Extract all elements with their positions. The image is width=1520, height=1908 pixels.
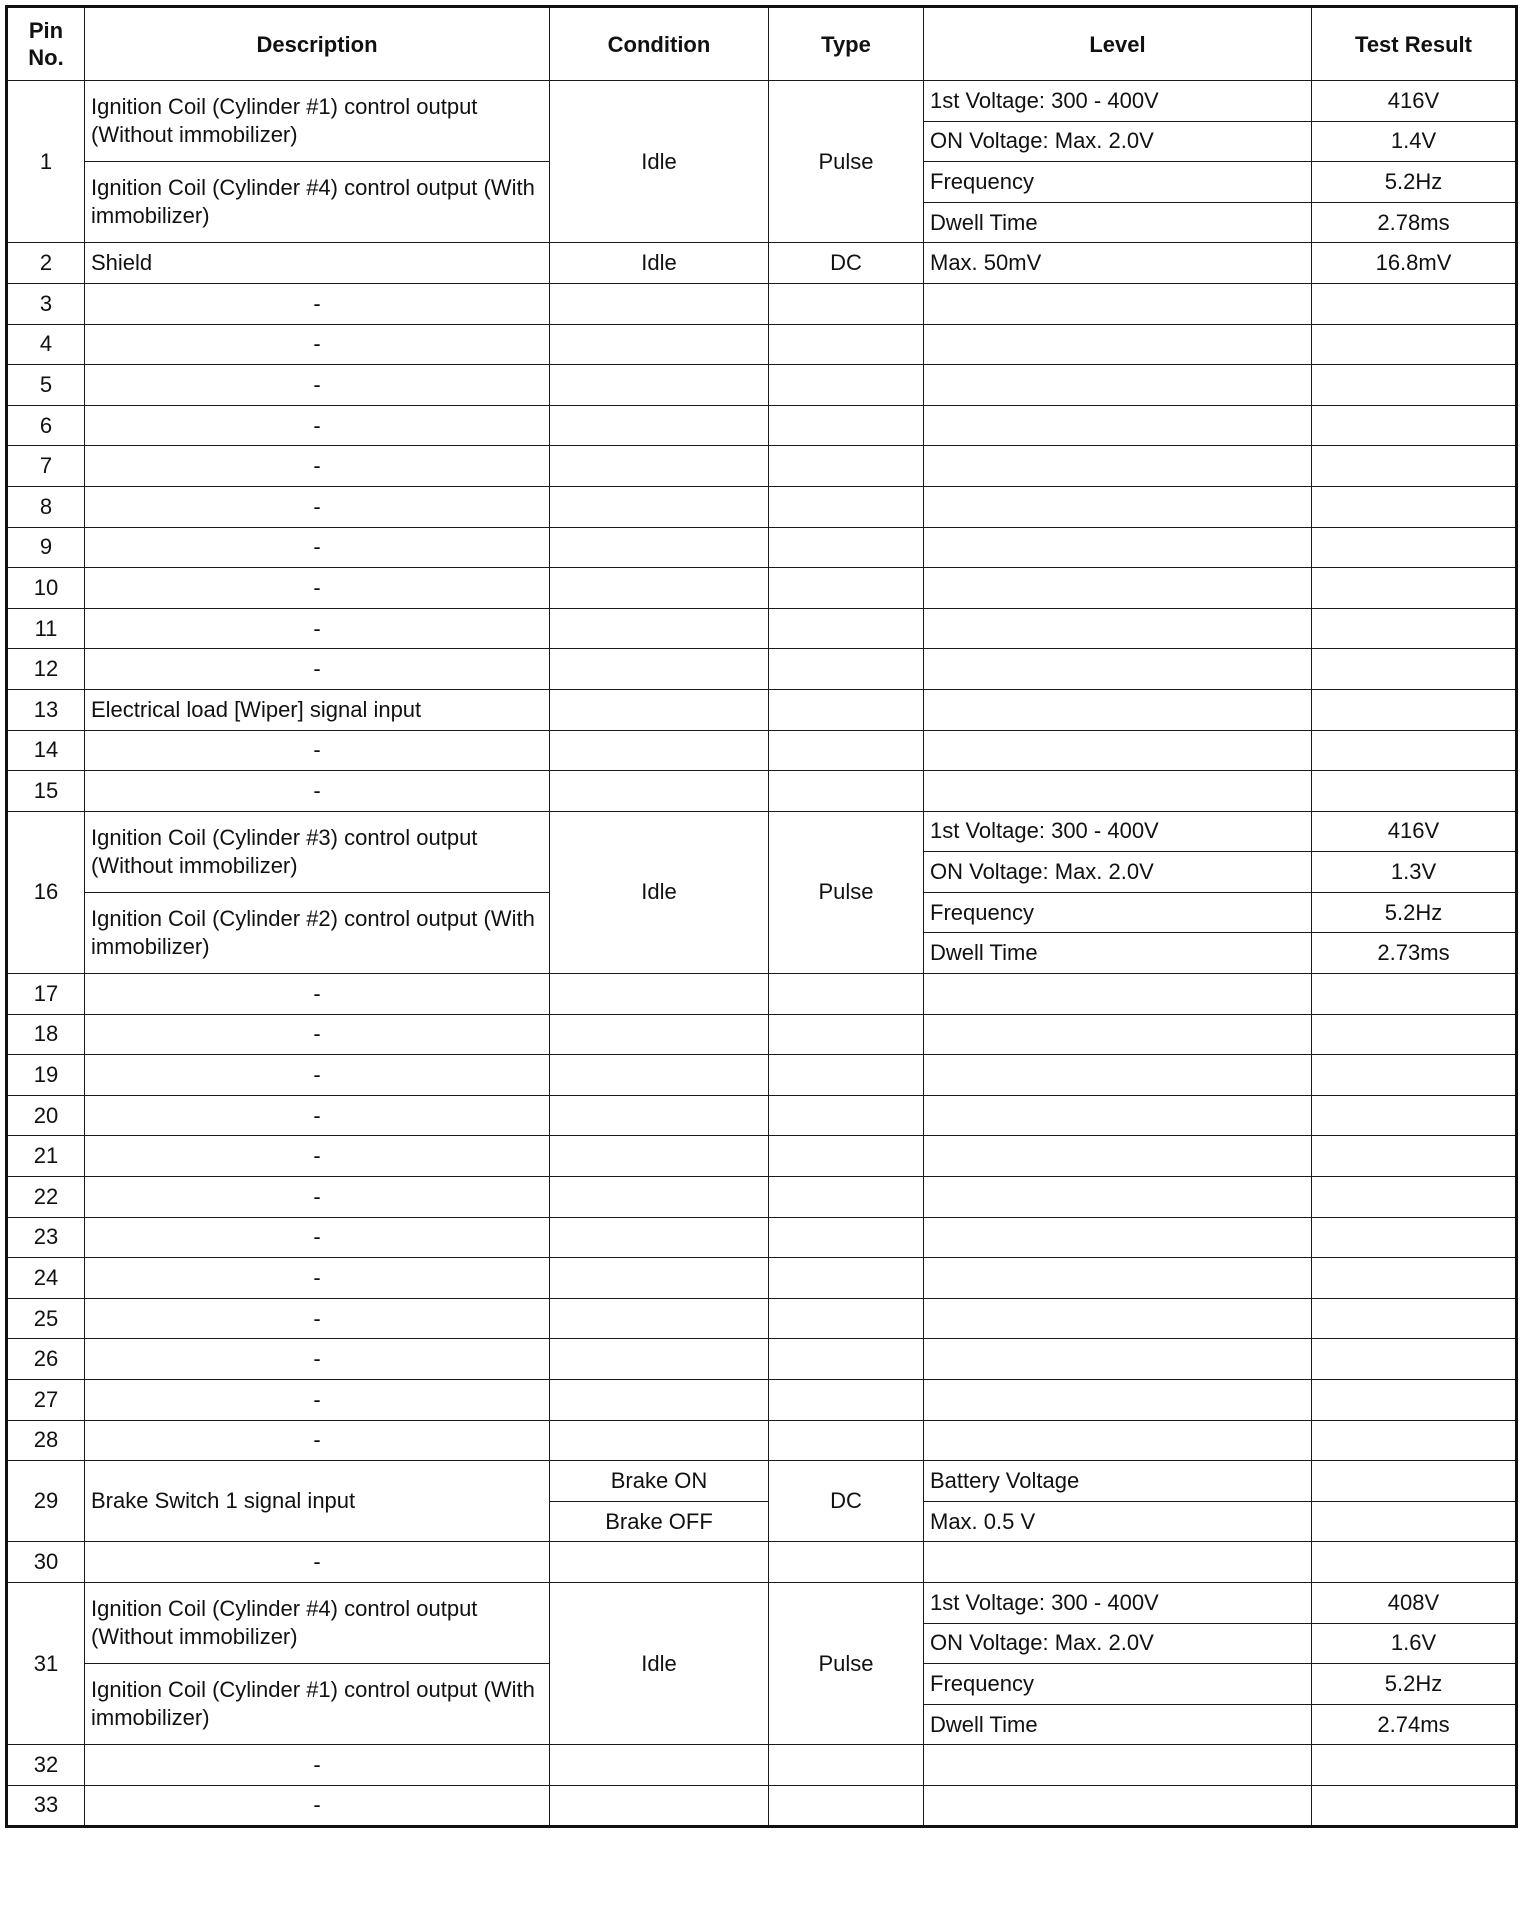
- table-row: [7, 1136, 1517, 1177]
- condition-cell: [550, 608, 769, 649]
- pin-number: 7: [7, 446, 85, 487]
- level-cell: [924, 974, 1312, 1015]
- description-cell: -: [85, 649, 550, 690]
- table-row: [7, 1785, 1517, 1826]
- condition-cell: [550, 365, 769, 406]
- type-cell: [769, 1095, 924, 1136]
- pin-number: 19: [7, 1055, 85, 1096]
- table-row: [7, 527, 1517, 568]
- condition-cell: Idle: [550, 1582, 769, 1744]
- table-row: [7, 1582, 1517, 1623]
- description-cell: -: [85, 405, 550, 446]
- description-cell: -: [85, 1542, 550, 1583]
- level-cell: [924, 1785, 1312, 1826]
- type-cell: [769, 771, 924, 812]
- level-cell: [924, 1542, 1312, 1583]
- type-cell: [769, 1014, 924, 1055]
- condition-cell: [550, 527, 769, 568]
- level-cell: Dwell Time: [924, 1704, 1312, 1745]
- header-condition: Condition: [550, 7, 769, 81]
- level-cell: [924, 1420, 1312, 1461]
- table-row: [7, 1177, 1517, 1218]
- level-cell: Battery Voltage: [924, 1461, 1312, 1502]
- result-cell: [1312, 1177, 1517, 1218]
- pin-number: 9: [7, 527, 85, 568]
- table-row: [7, 730, 1517, 771]
- pin-number: 32: [7, 1745, 85, 1786]
- level-cell: [924, 1339, 1312, 1380]
- table-row: [7, 405, 1517, 446]
- type-cell: [769, 405, 924, 446]
- description-cell: -: [85, 1380, 550, 1421]
- table-row: [7, 81, 1517, 122]
- pin-number: 2: [7, 243, 85, 284]
- table-row: [7, 1258, 1517, 1299]
- pin-number: 16: [7, 811, 85, 973]
- type-cell: [769, 1542, 924, 1583]
- result-cell: 16.8mV: [1312, 243, 1517, 284]
- pin-number: 33: [7, 1785, 85, 1826]
- table-row: [7, 771, 1517, 812]
- table-row: [7, 365, 1517, 406]
- level-cell: Dwell Time: [924, 202, 1312, 243]
- type-cell: [769, 486, 924, 527]
- result-cell: [1312, 283, 1517, 324]
- result-cell: [1312, 486, 1517, 527]
- condition-cell: [550, 649, 769, 690]
- level-cell: [924, 649, 1312, 690]
- condition-cell: [550, 1217, 769, 1258]
- description-cell: -: [85, 1217, 550, 1258]
- description-cell: Ignition Coil (Cylinder #4) control output (With immobilizer): [85, 162, 550, 243]
- result-cell: [1312, 1136, 1517, 1177]
- header-test-result: Test Result: [1312, 7, 1517, 81]
- type-cell: DC: [769, 1461, 924, 1542]
- table-row: [7, 1014, 1517, 1055]
- result-cell: 1.3V: [1312, 852, 1517, 893]
- condition-cell: [550, 1095, 769, 1136]
- level-cell: [924, 1014, 1312, 1055]
- result-cell: [1312, 608, 1517, 649]
- level-cell: [924, 1298, 1312, 1339]
- description-cell: -: [85, 1136, 550, 1177]
- level-cell: ON Voltage: Max. 2.0V: [924, 852, 1312, 893]
- level-cell: Frequency: [924, 892, 1312, 933]
- level-cell: [924, 1258, 1312, 1299]
- condition-cell: [550, 1745, 769, 1786]
- condition-cell: [550, 324, 769, 365]
- condition-cell: [550, 446, 769, 487]
- result-cell: [1312, 1420, 1517, 1461]
- condition-cell: [550, 568, 769, 609]
- pin-number: 10: [7, 568, 85, 609]
- pin-number: 17: [7, 974, 85, 1015]
- table-row: [7, 486, 1517, 527]
- result-cell: [1312, 1217, 1517, 1258]
- condition-cell: [550, 771, 769, 812]
- table-row: [7, 1217, 1517, 1258]
- type-cell: [769, 1136, 924, 1177]
- result-cell: [1312, 405, 1517, 446]
- table-row: [7, 649, 1517, 690]
- description-cell: -: [85, 486, 550, 527]
- description-cell: -: [85, 324, 550, 365]
- result-cell: 416V: [1312, 81, 1517, 122]
- table-row: [7, 1380, 1517, 1421]
- pin-number: 23: [7, 1217, 85, 1258]
- description-cell: -: [85, 771, 550, 812]
- type-cell: [769, 730, 924, 771]
- type-cell: [769, 1258, 924, 1299]
- condition-cell: [550, 974, 769, 1015]
- header-pin: Pin No.: [7, 7, 85, 81]
- description-cell: -: [85, 1420, 550, 1461]
- result-cell: [1312, 1095, 1517, 1136]
- result-cell: 1.4V: [1312, 121, 1517, 162]
- result-cell: [1312, 1542, 1517, 1583]
- type-cell: [769, 527, 924, 568]
- condition-cell: [550, 1177, 769, 1218]
- condition-cell: [550, 1339, 769, 1380]
- description-cell: -: [85, 1298, 550, 1339]
- level-cell: [924, 283, 1312, 324]
- pin-number: 11: [7, 608, 85, 649]
- level-cell: Frequency: [924, 162, 1312, 203]
- pin-number: 20: [7, 1095, 85, 1136]
- pin-number: 31: [7, 1582, 85, 1744]
- condition-cell: [550, 1014, 769, 1055]
- pin-number: 27: [7, 1380, 85, 1421]
- result-cell: [1312, 649, 1517, 690]
- description-cell: -: [85, 1745, 550, 1786]
- type-cell: [769, 1380, 924, 1421]
- condition-cell: [550, 689, 769, 730]
- result-cell: [1312, 974, 1517, 1015]
- description-cell: -: [85, 730, 550, 771]
- table-row: [7, 446, 1517, 487]
- table-row: [7, 568, 1517, 609]
- result-cell: 5.2Hz: [1312, 162, 1517, 203]
- pin-number: 26: [7, 1339, 85, 1380]
- header-level: Level: [924, 7, 1312, 81]
- condition-cell: [550, 730, 769, 771]
- pin-number: 22: [7, 1177, 85, 1218]
- level-cell: [924, 1136, 1312, 1177]
- type-cell: [769, 568, 924, 609]
- pin-number: 14: [7, 730, 85, 771]
- condition-cell: [550, 1298, 769, 1339]
- table-row: [7, 1298, 1517, 1339]
- condition-cell: Idle: [550, 243, 769, 284]
- table-row: [7, 1339, 1517, 1380]
- level-cell: ON Voltage: Max. 2.0V: [924, 121, 1312, 162]
- pin-number: 5: [7, 365, 85, 406]
- result-cell: [1312, 324, 1517, 365]
- table-row: [7, 1461, 1517, 1502]
- type-cell: DC: [769, 243, 924, 284]
- pin-number: 6: [7, 405, 85, 446]
- result-cell: [1312, 689, 1517, 730]
- type-cell: [769, 1177, 924, 1218]
- description-cell: -: [85, 1095, 550, 1136]
- pin-number: 4: [7, 324, 85, 365]
- description-cell: Electrical load [Wiper] signal input: [85, 689, 550, 730]
- result-cell: 2.78ms: [1312, 202, 1517, 243]
- level-cell: [924, 1380, 1312, 1421]
- level-cell: Max. 0.5 V: [924, 1501, 1312, 1542]
- description-cell: Ignition Coil (Cylinder #4) control output (Without immobilizer): [85, 1582, 550, 1663]
- table-row: [7, 1095, 1517, 1136]
- level-cell: [924, 568, 1312, 609]
- table-row: [7, 243, 1517, 284]
- level-cell: 1st Voltage: 300 - 400V: [924, 811, 1312, 852]
- description-cell: -: [85, 283, 550, 324]
- condition-cell: [550, 1420, 769, 1461]
- result-cell: [1312, 1380, 1517, 1421]
- condition-cell: [550, 1055, 769, 1096]
- pin-number: 15: [7, 771, 85, 812]
- pin-number: 18: [7, 1014, 85, 1055]
- level-cell: ON Voltage: Max. 2.0V: [924, 1623, 1312, 1664]
- result-cell: 5.2Hz: [1312, 892, 1517, 933]
- level-cell: [924, 365, 1312, 406]
- condition-cell: [550, 1258, 769, 1299]
- table-row: [7, 1055, 1517, 1096]
- pin-number: 28: [7, 1420, 85, 1461]
- result-cell: [1312, 527, 1517, 568]
- result-cell: 2.74ms: [1312, 1704, 1517, 1745]
- condition-cell: [550, 1380, 769, 1421]
- description-cell: -: [85, 568, 550, 609]
- result-cell: [1312, 1258, 1517, 1299]
- level-cell: Max. 50mV: [924, 243, 1312, 284]
- type-cell: [769, 446, 924, 487]
- level-cell: [924, 446, 1312, 487]
- condition-cell: Idle: [550, 81, 769, 243]
- type-cell: [769, 974, 924, 1015]
- type-cell: Pulse: [769, 1582, 924, 1744]
- description-cell: -: [85, 1055, 550, 1096]
- table-row: [7, 608, 1517, 649]
- description-cell: -: [85, 1339, 550, 1380]
- description-cell: Ignition Coil (Cylinder #3) control output (Without immobilizer): [85, 811, 550, 892]
- type-cell: [769, 689, 924, 730]
- type-cell: [769, 324, 924, 365]
- type-cell: [769, 608, 924, 649]
- header-row: [7, 7, 1517, 81]
- level-cell: 1st Voltage: 300 - 400V: [924, 1582, 1312, 1623]
- table-row: [7, 283, 1517, 324]
- result-cell: [1312, 1014, 1517, 1055]
- pin-number: 30: [7, 1542, 85, 1583]
- table-row: [7, 1542, 1517, 1583]
- level-cell: 1st Voltage: 300 - 400V: [924, 81, 1312, 122]
- result-cell: 2.73ms: [1312, 933, 1517, 974]
- description-cell: Ignition Coil (Cylinder #1) control output (Without immobilizer): [85, 81, 550, 162]
- table-row: [7, 974, 1517, 1015]
- level-cell: [924, 1745, 1312, 1786]
- condition-cell: [550, 1136, 769, 1177]
- description-cell: Brake Switch 1 signal input: [85, 1461, 550, 1542]
- result-cell: [1312, 771, 1517, 812]
- result-cell: [1312, 446, 1517, 487]
- pin-number: 1: [7, 81, 85, 243]
- pin-number: 25: [7, 1298, 85, 1339]
- level-cell: [924, 1177, 1312, 1218]
- result-cell: 5.2Hz: [1312, 1664, 1517, 1705]
- description-cell: -: [85, 365, 550, 406]
- type-cell: Pulse: [769, 811, 924, 973]
- level-cell: [924, 324, 1312, 365]
- description-cell: Shield: [85, 243, 550, 284]
- type-cell: [769, 1745, 924, 1786]
- description-cell: -: [85, 446, 550, 487]
- result-cell: [1312, 1501, 1517, 1542]
- condition-cell: Idle: [550, 811, 769, 973]
- level-cell: [924, 1095, 1312, 1136]
- condition-cell: [550, 1542, 769, 1583]
- table-row: [7, 1420, 1517, 1461]
- type-cell: [769, 1785, 924, 1826]
- description-cell: -: [85, 1014, 550, 1055]
- description-cell: -: [85, 974, 550, 1015]
- result-cell: 408V: [1312, 1582, 1517, 1623]
- result-cell: [1312, 1298, 1517, 1339]
- result-cell: [1312, 1339, 1517, 1380]
- type-cell: [769, 649, 924, 690]
- pin-number: 24: [7, 1258, 85, 1299]
- result-cell: [1312, 1745, 1517, 1786]
- description-cell: -: [85, 527, 550, 568]
- level-cell: Frequency: [924, 1664, 1312, 1705]
- level-cell: [924, 689, 1312, 730]
- header-type: Type: [769, 7, 924, 81]
- type-cell: [769, 1217, 924, 1258]
- condition-cell: [550, 283, 769, 324]
- type-cell: [769, 1420, 924, 1461]
- result-cell: [1312, 568, 1517, 609]
- level-cell: [924, 1055, 1312, 1096]
- level-cell: [924, 771, 1312, 812]
- pin-number: 3: [7, 283, 85, 324]
- type-cell: [769, 365, 924, 406]
- pin-number: 12: [7, 649, 85, 690]
- result-cell: [1312, 1785, 1517, 1826]
- table-row: [7, 689, 1517, 730]
- result-cell: [1312, 1055, 1517, 1096]
- result-cell: 416V: [1312, 811, 1517, 852]
- description-cell: -: [85, 1785, 550, 1826]
- table-row: [7, 324, 1517, 365]
- type-cell: [769, 1055, 924, 1096]
- result-cell: [1312, 365, 1517, 406]
- condition-cell: Brake OFF: [550, 1501, 769, 1542]
- header-description: Description: [85, 7, 550, 81]
- condition-cell: Brake ON: [550, 1461, 769, 1502]
- result-cell: [1312, 1461, 1517, 1502]
- table-row: [7, 811, 1517, 852]
- condition-cell: [550, 405, 769, 446]
- description-cell: -: [85, 1258, 550, 1299]
- description-cell: Ignition Coil (Cylinder #2) control output (With immobilizer): [85, 892, 550, 973]
- level-cell: Dwell Time: [924, 933, 1312, 974]
- pin-number: 29: [7, 1461, 85, 1542]
- description-cell: -: [85, 608, 550, 649]
- level-cell: [924, 608, 1312, 649]
- pin-number: 8: [7, 486, 85, 527]
- level-cell: [924, 527, 1312, 568]
- type-cell: [769, 1298, 924, 1339]
- table-row: [7, 1745, 1517, 1786]
- condition-cell: [550, 486, 769, 527]
- type-cell: [769, 283, 924, 324]
- pin-table: [5, 5, 1518, 1828]
- pin-number: 21: [7, 1136, 85, 1177]
- description-cell: -: [85, 1177, 550, 1218]
- result-cell: 1.6V: [1312, 1623, 1517, 1664]
- type-cell: Pulse: [769, 81, 924, 243]
- level-cell: [924, 405, 1312, 446]
- level-cell: [924, 1217, 1312, 1258]
- level-cell: [924, 730, 1312, 771]
- result-cell: [1312, 730, 1517, 771]
- type-cell: [769, 1339, 924, 1380]
- level-cell: [924, 486, 1312, 527]
- pin-number: 13: [7, 689, 85, 730]
- condition-cell: [550, 1785, 769, 1826]
- description-cell: Ignition Coil (Cylinder #1) control output (With immobilizer): [85, 1664, 550, 1745]
